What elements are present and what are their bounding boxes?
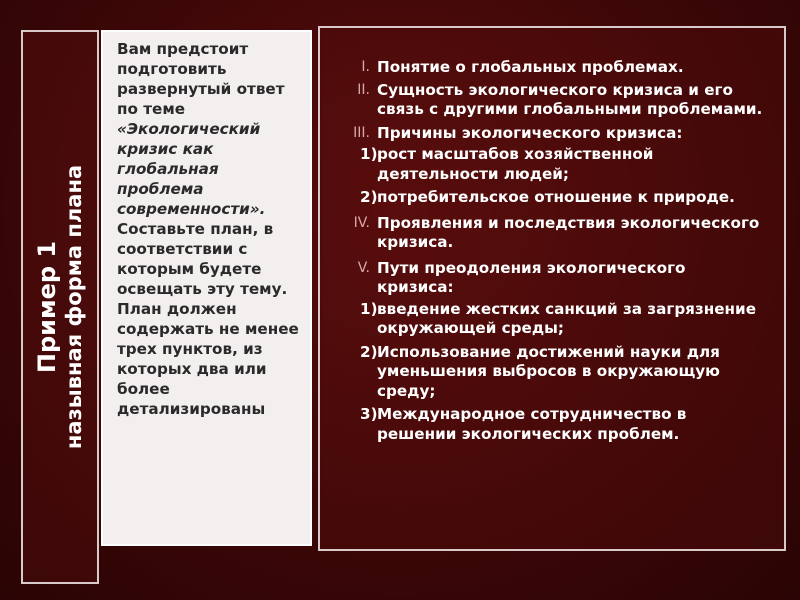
plan-subitem-text: введение жестких санкций за загрязнение окружающей среды;	[377, 299, 756, 337]
plan-subitem-text: потребительское отношение к природе.	[377, 188, 735, 206]
slide-subtitle: назывная форма плана	[61, 164, 86, 450]
plan-subitem	[320, 145, 780, 184]
slide-title: Пример 1	[33, 240, 62, 374]
plan-subitem-text: Использование достижений науки для уменьшения выбросов в окружающую среду;	[377, 342, 720, 400]
task-topic: «Экологический кризис как глобальная проблема современности».	[117, 120, 266, 218]
plan-item	[320, 259, 780, 298]
plan-subitem-number: 1)	[360, 145, 378, 163]
plan-subitem-number: 3)	[360, 405, 378, 423]
task-intro	[117, 39, 300, 119]
plan-subitem	[320, 405, 780, 444]
plan-subitem	[320, 300, 780, 339]
plan-item-text: Понятие о глобальных проблемах.	[377, 58, 684, 76]
plan-subitem-text: рост масштабов хозяйственной деятельности людей;	[377, 145, 654, 183]
title-box	[21, 30, 99, 584]
plan-item-text: Сущность экологического кризиса и его связь с другими глобальными проблемами.	[377, 80, 763, 118]
plan-subitem-number: 1)	[360, 299, 378, 318]
plan-item-number: IV.	[353, 214, 370, 231]
plan-subitem-text: Международное сотрудничество в решении экологических проблем.	[377, 405, 687, 443]
plan-box	[318, 26, 786, 551]
plan-subitem	[320, 188, 780, 208]
plan-subitem-number: 2)	[360, 342, 378, 361]
plan-item-text: Причины экологического кризиса:	[377, 123, 683, 142]
task-box	[101, 30, 312, 546]
plan-subitem-number: 2)	[360, 188, 378, 206]
plan-subitem	[320, 343, 780, 402]
plan-item	[320, 81, 780, 120]
plan-item-text: Проявления и последствия экологического кризиса.	[377, 213, 760, 251]
plan-item	[320, 214, 780, 253]
plan-item-number: V.	[357, 259, 370, 276]
plan-item	[320, 58, 780, 78]
plan-item-number: I.	[361, 59, 370, 75]
task-requirement: План должен содержать не менее трех пунктов, из которых два или более детализированы	[117, 300, 299, 418]
plan-item-text: Пути преодоления экологического кризиса:	[377, 258, 686, 296]
title-rotated	[34, 37, 86, 577]
plan-item-number: II.	[357, 81, 370, 98]
plan-item-number: III.	[353, 124, 370, 141]
plan-list	[320, 58, 780, 448]
task-intro-text: Вам предстоит подготовить развернутый ответ по теме	[117, 40, 285, 118]
plan-item	[320, 124, 780, 144]
task-instruction: Составьте план, в соответствии с которым будете освещать эту тему.	[117, 220, 288, 298]
